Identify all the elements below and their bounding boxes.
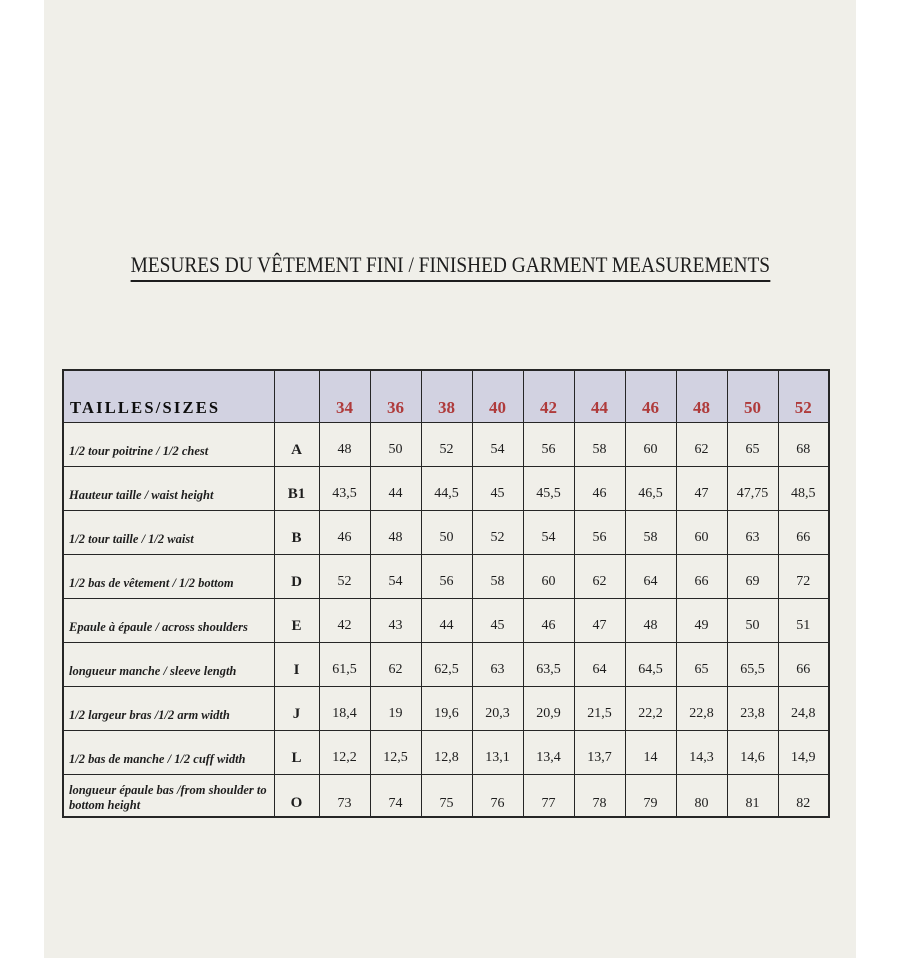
page-title: MESURES DU VÊTEMENT FINI / FINISHED GARMENT MEASUREMENTS bbox=[130, 252, 769, 282]
value-cell: 62 bbox=[370, 643, 421, 687]
value-cell: 12,5 bbox=[370, 731, 421, 775]
row-code-cell: B bbox=[274, 511, 319, 555]
value-cell: 13,7 bbox=[574, 731, 625, 775]
table-body bbox=[63, 423, 829, 818]
sizes-header-label: TAILLES/SIZES bbox=[63, 370, 274, 423]
value-cell: 14,3 bbox=[676, 731, 727, 775]
value-cell: 22,8 bbox=[676, 687, 727, 731]
value-cell: 58 bbox=[625, 511, 676, 555]
table-row bbox=[63, 731, 829, 775]
row-label-cell: 1/2 bas de vêtement / 1/2 bottom bbox=[63, 555, 274, 599]
value-cell: 64 bbox=[574, 643, 625, 687]
row-code-cell: I bbox=[274, 643, 319, 687]
value-cell: 24,8 bbox=[778, 687, 829, 731]
table-row bbox=[63, 555, 829, 599]
value-cell: 20,9 bbox=[523, 687, 574, 731]
size-header-cell: 42 bbox=[523, 370, 574, 423]
value-cell: 18,4 bbox=[319, 687, 370, 731]
row-code-cell: D bbox=[274, 555, 319, 599]
value-cell: 65 bbox=[727, 423, 778, 467]
value-cell: 45 bbox=[472, 467, 523, 511]
value-cell: 54 bbox=[370, 555, 421, 599]
value-cell: 61,5 bbox=[319, 643, 370, 687]
value-cell: 62 bbox=[574, 555, 625, 599]
value-cell: 64 bbox=[625, 555, 676, 599]
value-cell: 76 bbox=[472, 775, 523, 818]
value-cell: 65 bbox=[676, 643, 727, 687]
row-code-cell: E bbox=[274, 599, 319, 643]
size-header-cell: 52 bbox=[778, 370, 829, 423]
table-row bbox=[63, 687, 829, 731]
value-cell: 73 bbox=[319, 775, 370, 818]
value-cell: 47,75 bbox=[727, 467, 778, 511]
value-cell: 44,5 bbox=[421, 467, 472, 511]
value-cell: 13,1 bbox=[472, 731, 523, 775]
value-cell: 45,5 bbox=[523, 467, 574, 511]
table-row bbox=[63, 643, 829, 687]
value-cell: 82 bbox=[778, 775, 829, 818]
photo-background bbox=[44, 0, 856, 958]
row-code-cell: O bbox=[274, 775, 319, 818]
value-cell: 46 bbox=[574, 467, 625, 511]
table-header-row bbox=[63, 370, 829, 423]
value-cell: 54 bbox=[472, 423, 523, 467]
value-cell: 19 bbox=[370, 687, 421, 731]
size-header-cell: 36 bbox=[370, 370, 421, 423]
value-cell: 65,5 bbox=[727, 643, 778, 687]
value-cell: 56 bbox=[523, 423, 574, 467]
row-code-cell: A bbox=[274, 423, 319, 467]
value-cell: 50 bbox=[727, 599, 778, 643]
value-cell: 52 bbox=[472, 511, 523, 555]
value-cell: 44 bbox=[370, 467, 421, 511]
value-cell: 62,5 bbox=[421, 643, 472, 687]
value-cell: 66 bbox=[676, 555, 727, 599]
row-label-cell: 1/2 tour poitrine / 1/2 chest bbox=[63, 423, 274, 467]
value-cell: 54 bbox=[523, 511, 574, 555]
size-header-cell: 44 bbox=[574, 370, 625, 423]
table-row bbox=[63, 511, 829, 555]
row-code-cell: L bbox=[274, 731, 319, 775]
value-cell: 69 bbox=[727, 555, 778, 599]
value-cell: 46 bbox=[319, 511, 370, 555]
value-cell: 80 bbox=[676, 775, 727, 818]
value-cell: 47 bbox=[676, 467, 727, 511]
size-header-cell: 34 bbox=[319, 370, 370, 423]
value-cell: 74 bbox=[370, 775, 421, 818]
size-header-cell: 46 bbox=[625, 370, 676, 423]
value-cell: 60 bbox=[676, 511, 727, 555]
value-cell: 63 bbox=[472, 643, 523, 687]
value-cell: 63,5 bbox=[523, 643, 574, 687]
value-cell: 14,9 bbox=[778, 731, 829, 775]
value-cell: 79 bbox=[625, 775, 676, 818]
value-cell: 60 bbox=[625, 423, 676, 467]
page-title-row bbox=[44, 252, 856, 282]
value-cell: 60 bbox=[523, 555, 574, 599]
size-header-cell: 50 bbox=[727, 370, 778, 423]
size-header-cell: 38 bbox=[421, 370, 472, 423]
value-cell: 46 bbox=[523, 599, 574, 643]
value-cell: 68 bbox=[778, 423, 829, 467]
value-cell: 14 bbox=[625, 731, 676, 775]
table-row bbox=[63, 599, 829, 643]
value-cell: 22,2 bbox=[625, 687, 676, 731]
value-cell: 58 bbox=[472, 555, 523, 599]
row-label-cell: Hauteur taille / waist height bbox=[63, 467, 274, 511]
table-row bbox=[63, 467, 829, 511]
value-cell: 13,4 bbox=[523, 731, 574, 775]
value-cell: 48 bbox=[319, 423, 370, 467]
value-cell: 48 bbox=[625, 599, 676, 643]
value-cell: 21,5 bbox=[574, 687, 625, 731]
value-cell: 58 bbox=[574, 423, 625, 467]
size-header-cell: 40 bbox=[472, 370, 523, 423]
value-cell: 81 bbox=[727, 775, 778, 818]
value-cell: 14,6 bbox=[727, 731, 778, 775]
value-cell: 72 bbox=[778, 555, 829, 599]
row-label-cell: longueur manche / sleeve length bbox=[63, 643, 274, 687]
value-cell: 48,5 bbox=[778, 467, 829, 511]
value-cell: 66 bbox=[778, 511, 829, 555]
row-label-cell: longueur épaule bas /from shoulder to bottom height bbox=[63, 775, 274, 818]
value-cell: 47 bbox=[574, 599, 625, 643]
value-cell: 19,6 bbox=[421, 687, 472, 731]
value-cell: 42 bbox=[319, 599, 370, 643]
value-cell: 12,8 bbox=[421, 731, 472, 775]
value-cell: 46,5 bbox=[625, 467, 676, 511]
value-cell: 63 bbox=[727, 511, 778, 555]
value-cell: 66 bbox=[778, 643, 829, 687]
value-cell: 56 bbox=[421, 555, 472, 599]
measurements-table bbox=[62, 369, 830, 818]
value-cell: 50 bbox=[421, 511, 472, 555]
row-label-cell: 1/2 tour taille / 1/2 waist bbox=[63, 511, 274, 555]
value-cell: 43 bbox=[370, 599, 421, 643]
value-cell: 43,5 bbox=[319, 467, 370, 511]
value-cell: 77 bbox=[523, 775, 574, 818]
value-cell: 52 bbox=[319, 555, 370, 599]
table-row bbox=[63, 775, 829, 818]
value-cell: 62 bbox=[676, 423, 727, 467]
size-header-cell: 48 bbox=[676, 370, 727, 423]
value-cell: 75 bbox=[421, 775, 472, 818]
value-cell: 51 bbox=[778, 599, 829, 643]
row-code-cell: J bbox=[274, 687, 319, 731]
table-row bbox=[63, 423, 829, 467]
value-cell: 49 bbox=[676, 599, 727, 643]
value-cell: 45 bbox=[472, 599, 523, 643]
value-cell: 64,5 bbox=[625, 643, 676, 687]
row-label-cell: 1/2 bas de manche / 1/2 cuff width bbox=[63, 731, 274, 775]
row-code-cell: B1 bbox=[274, 467, 319, 511]
value-cell: 78 bbox=[574, 775, 625, 818]
value-cell: 23,8 bbox=[727, 687, 778, 731]
value-cell: 56 bbox=[574, 511, 625, 555]
row-label-cell: 1/2 largeur bras /1/2 arm width bbox=[63, 687, 274, 731]
row-label-cell: Epaule à épaule / across shoulders bbox=[63, 599, 274, 643]
value-cell: 20,3 bbox=[472, 687, 523, 731]
value-cell: 52 bbox=[421, 423, 472, 467]
value-cell: 12,2 bbox=[319, 731, 370, 775]
code-column-header-empty bbox=[274, 370, 319, 423]
value-cell: 44 bbox=[421, 599, 472, 643]
value-cell: 48 bbox=[370, 511, 421, 555]
value-cell: 50 bbox=[370, 423, 421, 467]
